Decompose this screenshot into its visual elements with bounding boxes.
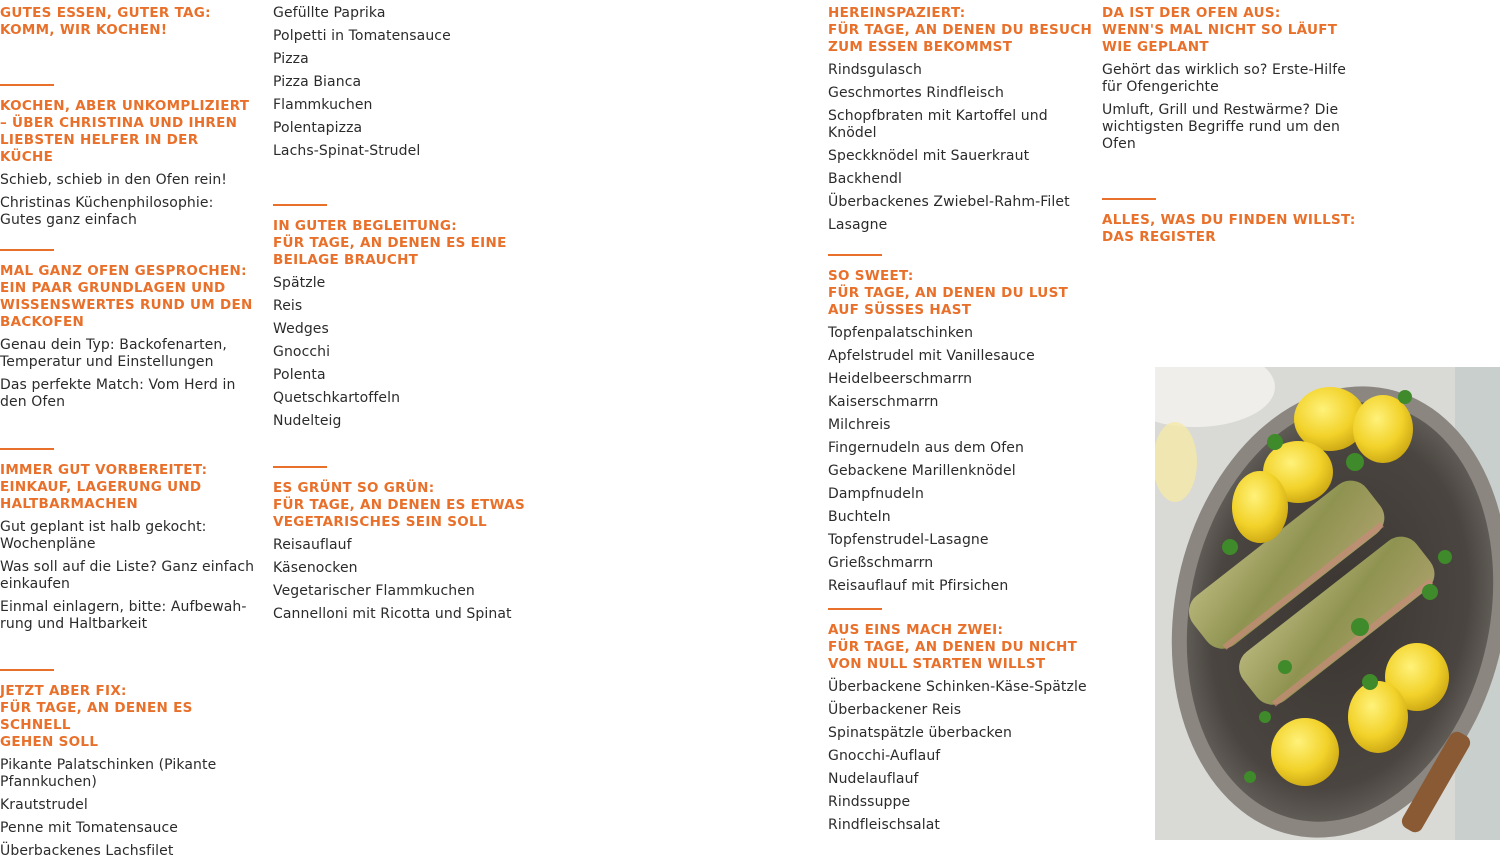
toc-entry: Milchreis (828, 417, 891, 433)
toc-entry: Genau dein Typ: Backofenarten, Temperatur und Einstellungen (0, 337, 227, 370)
toc-section (0, 5, 255, 45)
toc-entry: Überbackenes Zwiebel-Rahm-Filet (828, 194, 1070, 210)
section-rule (0, 448, 54, 450)
toc-section (0, 249, 255, 417)
toc-entry: Quetschkartoffeln (273, 390, 401, 406)
toc-entry: Dampfnudeln (828, 486, 924, 502)
section-rule (1102, 198, 1156, 200)
section-rule (0, 84, 54, 86)
section-heading: ES GRÜNT SO GRÜN: FÜR TAGE, AN DENEN ES ETWAS VEGETARISCHES SEIN SOLL (273, 480, 526, 530)
section-rule (0, 249, 54, 251)
toc-entry: Reisauflauf mit Pfirsichen (828, 578, 1009, 594)
oil-glass (1155, 422, 1197, 502)
toc-entry: Gnocchi-Auflauf (828, 748, 941, 764)
toc-entry: Rindsgulasch (828, 62, 922, 78)
toc-entry: Spinatspätzle überbacken (828, 725, 1012, 741)
toc-entry: Überbackene Schinken-Käse-Spätzle (828, 679, 1087, 695)
section-heading: AUS EINS MACH ZWEI: FÜR TAGE, AN DENEN DU NICHT VON NULL STARTEN WILLST (828, 622, 1078, 672)
toc-entry: Apfelstrudel mit Vanillesauce (828, 348, 1035, 364)
toc-entry: Rindfleischsalat (828, 817, 940, 833)
section-heading: IMMER GUT VORBEREITET: EINKAUF, LAGERUNG UND HALTBARMACHEN (0, 462, 208, 512)
toc-entry: Flammkuchen (273, 97, 373, 113)
toc-entry: Was soll auf die Liste? Ganz einfach einkaufen (0, 559, 255, 592)
section-heading: GUTES ESSEN, GUTER TAG: KOMM, WIR KOCHEN! (0, 5, 211, 38)
toc-entry: Nudelteig (273, 413, 342, 429)
toc-section (828, 5, 1093, 240)
toc-entry: Reis (273, 298, 303, 314)
toc-entry: Topfenpalatschinken (828, 325, 974, 341)
toc-entry: Gnocchi (273, 344, 331, 360)
toc-entry: Spätzle (273, 275, 326, 291)
toc-section (0, 448, 255, 639)
toc-entry: Geschmortes Rindfleisch (828, 85, 1004, 101)
toc-entry: Cannelloni mit Ricotta und Spinat (273, 606, 512, 622)
toc-entry: Käsenocken (273, 560, 358, 576)
toc-entry: Gehört das wirklich so? Erste-Hilfe für Ofengerichte (1102, 62, 1346, 95)
toc-entry: Polenta (273, 367, 326, 383)
roast-pan-illustration (1155, 367, 1500, 840)
toc-entry: Lasagne (828, 217, 888, 233)
toc-entry: Buchteln (828, 509, 891, 525)
toc-entry: Polpetti in Tomatensauce (273, 28, 451, 44)
toc-entry: Überbackener Reis (828, 702, 962, 718)
section-heading: DA IST DER OFEN AUS: WENN'S MAL NICHT SO LÄUFT WIE GEPLANT (1102, 5, 1338, 55)
toc-entry: Wedges (273, 321, 329, 337)
toc-entry: Grießschmarrn (828, 555, 934, 571)
toc-entry: Einmal einlagern, bitte: Aufbewah-rung und Haltbarkeit (0, 599, 247, 632)
toc-entry: Schopfbraten mit Kartoffel und Knödel (828, 108, 1048, 141)
toc-entry: Umluft, Grill und Restwärme? Die wichtigsten Begriffe rund um den Ofen (1102, 102, 1340, 152)
section-heading: IN GUTER BEGLEITUNG: FÜR TAGE, AN DENEN ES EINE BEILAGE BRAUCHT (273, 218, 507, 268)
section-rule (273, 204, 327, 206)
section-heading: SO SWEET: FÜR TAGE, AN DENEN DU LUST AUF SÜSSES HAST (828, 268, 1069, 318)
toc-section (1102, 5, 1362, 159)
toc-entry: Kaiserschmarrn (828, 394, 939, 410)
toc-entry: Lachs-Spinat-Strudel (273, 143, 421, 159)
potato (1271, 718, 1339, 786)
toc-section (273, 5, 533, 166)
toc-entry: Gebackene Marillenknödel (828, 463, 1016, 479)
toc-entry: Überbackenes Lachsfilet (0, 843, 174, 859)
toc-entry: Gut geplant ist halb gekocht: Wochenpläne (0, 519, 207, 552)
toc-entry: Rindssuppe (828, 794, 911, 810)
toc-section (1102, 198, 1362, 252)
toc-entry: Penne mit Tomatensauce (0, 820, 179, 836)
section-rule (828, 254, 882, 256)
section-rule (0, 669, 54, 671)
toc-entry: Pizza Bianca (273, 74, 362, 90)
potato (1348, 681, 1408, 753)
toc-entry: Topfenstrudel-Lasagne (828, 532, 989, 548)
toc-entry: Pikante Palatschinken (Pikante Pfannkuchen) (0, 757, 217, 790)
toc-entry: Backhendl (828, 171, 903, 187)
toc-entry: Speckknödel mit Sauerkraut (828, 148, 1030, 164)
toc-entry: Reisauflauf (273, 537, 352, 553)
section-heading: KOCHEN, ABER UNKOMPLIZIERT – ÜBER CHRISTINA UND IHREN LIEBSTEN HELFER IN DER KÜCHE (0, 98, 250, 165)
toc-entry: Christinas Küchenphilosophie: Gutes ganz einfach (0, 195, 214, 228)
potato (1353, 395, 1413, 463)
potato (1232, 471, 1288, 543)
food-photo (1155, 367, 1500, 840)
toc-entry: Nudelauflauf (828, 771, 919, 787)
toc-section (828, 608, 1093, 840)
toc-entry: Heidelbeerschmarrn (828, 371, 973, 387)
toc-entry: Schieb, schieb in den Ofen rein! (0, 172, 228, 188)
section-rule (273, 466, 327, 468)
toc-section (0, 669, 255, 866)
section-heading: MAL GANZ OFEN GESPROCHEN: EIN PAAR GRUNDLAGEN UND WISSENSWERTES RUND UM DEN BACKOFEN (0, 263, 253, 330)
section-heading: ALLES, WAS DU FINDEN WILLST: DAS REGISTER (1102, 212, 1356, 245)
toc-section (828, 254, 1093, 601)
toc-entry: Fingernudeln aus dem Ofen (828, 440, 1024, 456)
toc-entry: Polentapizza (273, 120, 363, 136)
toc-entry: Krautstrudel (0, 797, 88, 813)
section-heading: HEREINSPAZIERT: FÜR TAGE, AN DENEN DU BESUCH ZUM ESSEN BEKOMMST (828, 5, 1093, 55)
toc-entry: Vegetarischer Flammkuchen (273, 583, 475, 599)
section-rule (828, 608, 882, 610)
toc-entry: Das perfekte Match: Vom Herd in den Ofen (0, 377, 236, 410)
toc-section (273, 204, 533, 436)
toc-entry: Pizza (273, 51, 309, 67)
toc-entry: Gefüllte Paprika (273, 5, 386, 21)
toc-section (0, 84, 255, 235)
toc-section (273, 466, 533, 629)
section-heading: JETZT ABER FIX: FÜR TAGE, AN DENEN ES SCHNELL GEHEN SOLL (0, 683, 193, 750)
